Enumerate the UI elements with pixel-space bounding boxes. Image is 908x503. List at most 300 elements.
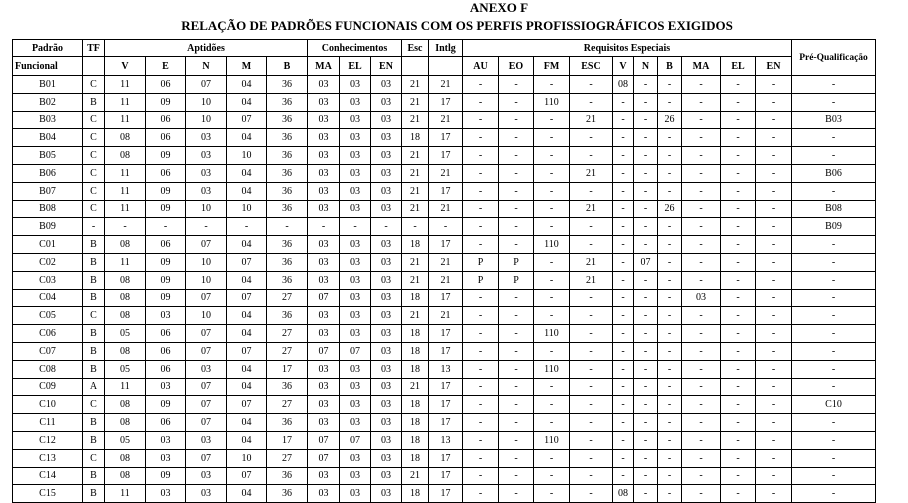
table-cell: - (721, 271, 756, 289)
table-cell: 03 (308, 325, 340, 343)
table-cell: - (146, 218, 186, 236)
table-cell: 03 (371, 325, 402, 343)
table-cell: 04 (227, 164, 267, 182)
table-cell: 03 (371, 111, 402, 129)
padrao-cell: C07 (13, 342, 83, 360)
table-cell: 08 (105, 342, 146, 360)
table-cell: 03 (371, 485, 402, 503)
table-cell: 07 (186, 449, 227, 467)
req-sub-en: EN (756, 57, 792, 76)
padrao-cell: C05 (13, 307, 83, 325)
table-cell: - (682, 111, 721, 129)
table-row (13, 307, 876, 325)
req-sub-eo: EO (499, 57, 534, 76)
table-cell: - (658, 289, 682, 307)
table-cell: 07 (308, 289, 340, 307)
table-cell: 03 (308, 129, 340, 147)
table-cell: 03 (682, 289, 721, 307)
table-cell: - (682, 93, 721, 111)
table-cell: - (463, 449, 499, 467)
table-cell: 10 (186, 200, 227, 218)
table-cell: B03 (792, 111, 876, 129)
table-cell: - (756, 93, 792, 111)
table-cell: 03 (146, 378, 186, 396)
table-cell: 06 (146, 76, 186, 94)
table-cell: 27 (267, 325, 308, 343)
table-cell: - (792, 467, 876, 485)
table-cell: - (634, 307, 658, 325)
table-cell: - (499, 449, 534, 467)
table-cell: - (267, 218, 308, 236)
table-cell: 27 (267, 449, 308, 467)
table-cell: - (499, 485, 534, 503)
table-cell: 06 (146, 236, 186, 254)
table-cell: C (83, 307, 105, 325)
table-cell: - (634, 485, 658, 503)
table-cell: 03 (340, 289, 371, 307)
table-cell: - (429, 218, 463, 236)
table-cell: 36 (267, 164, 308, 182)
table-cell: 09 (146, 396, 186, 414)
table-cell: 21 (402, 378, 429, 396)
table-cell: 17 (429, 325, 463, 343)
table-cell: 110 (534, 360, 570, 378)
table-cell: - (634, 129, 658, 147)
padrao-cell: C15 (13, 485, 83, 503)
table-cell: 03 (308, 111, 340, 129)
table-cell: - (792, 414, 876, 432)
table-cell: - (682, 325, 721, 343)
table-cell: B (83, 467, 105, 485)
table-cell: B09 (792, 218, 876, 236)
table-cell: 03 (340, 200, 371, 218)
table-cell: 03 (371, 164, 402, 182)
table-row (13, 325, 876, 343)
table-cell: - (402, 218, 429, 236)
table-cell: - (463, 164, 499, 182)
table-cell: - (721, 93, 756, 111)
table-cell: 17 (429, 414, 463, 432)
table-cell: 21 (402, 76, 429, 94)
table-cell: - (721, 218, 756, 236)
apt-sub-m: M (227, 57, 267, 76)
col-header-conhecimentos: Conhecimentos (308, 40, 402, 57)
table-cell: 03 (340, 253, 371, 271)
table-cell: 36 (267, 147, 308, 165)
req-sub-au: AU (463, 57, 499, 76)
table-cell: 21 (429, 271, 463, 289)
table-cell: - (613, 396, 634, 414)
table-cell: - (792, 307, 876, 325)
table-cell: 11 (105, 164, 146, 182)
table-cell: 17 (429, 182, 463, 200)
table-cell: 03 (308, 360, 340, 378)
table-cell: 21 (402, 93, 429, 111)
table-cell: - (658, 93, 682, 111)
table-cell: - (534, 485, 570, 503)
table-row (13, 129, 876, 147)
table-cell: - (570, 289, 613, 307)
table-cell: 11 (105, 93, 146, 111)
table-cell: - (634, 396, 658, 414)
table-cell: 03 (371, 76, 402, 94)
table-cell: 03 (371, 378, 402, 396)
table-cell: 18 (402, 449, 429, 467)
table-cell: - (792, 147, 876, 165)
table-cell: - (634, 218, 658, 236)
table-cell: - (534, 467, 570, 485)
table-cell: - (792, 289, 876, 307)
table-cell: - (499, 289, 534, 307)
document-title: RELAÇÃO DE PADRÕES FUNCIONAIS COM OS PERFIS PROFISSIOGRÁFICOS EXIGIDOS (181, 18, 733, 33)
table-cell: 07 (227, 342, 267, 360)
table-cell: 04 (227, 414, 267, 432)
table-cell: 21 (429, 200, 463, 218)
table-cell: 03 (371, 307, 402, 325)
table-cell: - (792, 236, 876, 254)
table-cell: 07 (186, 236, 227, 254)
table-cell: - (570, 378, 613, 396)
table-cell: - (570, 467, 613, 485)
table-cell: B (83, 236, 105, 254)
table-cell: C (83, 164, 105, 182)
table-cell: 21 (570, 271, 613, 289)
table-cell: C (83, 129, 105, 147)
padrao-cell: C02 (13, 253, 83, 271)
table-cell: - (658, 76, 682, 94)
table-cell: C (83, 200, 105, 218)
table-row (13, 182, 876, 200)
table-cell: 03 (371, 289, 402, 307)
table-cell: - (756, 307, 792, 325)
table-cell: C (83, 449, 105, 467)
table-cell: - (634, 342, 658, 360)
req-sub-el: EL (721, 57, 756, 76)
table-cell: - (792, 325, 876, 343)
table-cell: - (613, 342, 634, 360)
table-cell: 06 (146, 414, 186, 432)
table-cell: - (83, 218, 105, 236)
table-cell: 13 (429, 431, 463, 449)
table-cell: - (463, 307, 499, 325)
table-cell: 03 (371, 449, 402, 467)
table-cell: - (308, 218, 340, 236)
table-cell: - (534, 378, 570, 396)
table-cell: 21 (402, 164, 429, 182)
table-cell: - (634, 414, 658, 432)
table-cell: - (792, 129, 876, 147)
table-cell: 03 (371, 182, 402, 200)
table-cell: 03 (186, 129, 227, 147)
table-cell: 10 (227, 200, 267, 218)
table-cell: 09 (146, 147, 186, 165)
table-cell: - (756, 485, 792, 503)
table-cell: - (721, 467, 756, 485)
table-cell: - (756, 200, 792, 218)
table-cell: - (499, 147, 534, 165)
table-cell: - (463, 396, 499, 414)
table-cell: B (83, 485, 105, 503)
table-cell: - (340, 218, 371, 236)
table-cell: - (658, 485, 682, 503)
table-cell: - (463, 111, 499, 129)
table-cell: 03 (308, 164, 340, 182)
table-cell: 17 (429, 378, 463, 396)
table-cell: - (658, 147, 682, 165)
table-cell: 03 (340, 485, 371, 503)
table-cell: - (721, 253, 756, 271)
table-cell: - (463, 76, 499, 94)
table-cell: - (634, 431, 658, 449)
table-row (13, 467, 876, 485)
table-cell: 07 (186, 325, 227, 343)
table-cell: - (721, 360, 756, 378)
table-cell: 110 (534, 236, 570, 254)
table-cell: - (570, 396, 613, 414)
table-cell: 09 (146, 289, 186, 307)
table-cell: 36 (267, 307, 308, 325)
table-cell: 09 (146, 182, 186, 200)
table-cell: - (682, 360, 721, 378)
table-cell: 03 (308, 253, 340, 271)
table-cell: - (463, 342, 499, 360)
table-cell: - (792, 360, 876, 378)
table-cell: - (499, 431, 534, 449)
table-cell: - (721, 396, 756, 414)
table-cell: 03 (340, 325, 371, 343)
table-cell: 110 (534, 93, 570, 111)
table-cell: - (682, 218, 721, 236)
table-cell: 21 (570, 253, 613, 271)
table-cell: 09 (146, 271, 186, 289)
table-cell: - (499, 236, 534, 254)
table-cell: 17 (429, 396, 463, 414)
table-cell: - (721, 111, 756, 129)
table-cell: - (463, 147, 499, 165)
table-cell: - (613, 111, 634, 129)
table-cell: 21 (429, 164, 463, 182)
table-cell: 36 (267, 76, 308, 94)
table-cell: - (499, 325, 534, 343)
table-cell: 03 (186, 467, 227, 485)
table-cell: 07 (227, 467, 267, 485)
table-cell: 18 (402, 396, 429, 414)
table-cell: P (463, 253, 499, 271)
table-cell: 07 (340, 342, 371, 360)
table-cell: A (83, 378, 105, 396)
table-cell: - (792, 431, 876, 449)
table-cell: 36 (267, 236, 308, 254)
table-cell: - (756, 164, 792, 182)
table-cell: 08 (105, 147, 146, 165)
table-cell: - (658, 449, 682, 467)
table-cell: - (186, 218, 227, 236)
table-cell: 36 (267, 378, 308, 396)
table-cell: - (534, 111, 570, 129)
table-cell: - (756, 431, 792, 449)
table-cell: - (721, 431, 756, 449)
table-cell: - (613, 253, 634, 271)
table-cell: - (721, 485, 756, 503)
table-cell: 04 (227, 378, 267, 396)
table-cell: - (634, 360, 658, 378)
table-cell: B (83, 414, 105, 432)
table-cell: 03 (371, 200, 402, 218)
table-cell: 03 (371, 271, 402, 289)
table-cell: - (658, 325, 682, 343)
table-cell: B (83, 360, 105, 378)
table-cell: 03 (340, 360, 371, 378)
table-cell: - (499, 182, 534, 200)
table-cell: 04 (227, 307, 267, 325)
table-cell: 03 (340, 271, 371, 289)
table-cell: 09 (146, 467, 186, 485)
table-cell: 10 (227, 147, 267, 165)
table-cell: - (658, 414, 682, 432)
table-cell: - (499, 129, 534, 147)
table-cell: 18 (402, 360, 429, 378)
table-cell: - (682, 236, 721, 254)
table-cell: 110 (534, 325, 570, 343)
table-cell: 07 (186, 76, 227, 94)
table-cell: - (534, 396, 570, 414)
table-cell: 21 (429, 111, 463, 129)
table-cell: - (682, 485, 721, 503)
table-cell: - (634, 325, 658, 343)
table-cell: - (613, 414, 634, 432)
table-cell: 21 (402, 307, 429, 325)
table-cell: - (634, 182, 658, 200)
table-cell: - (613, 200, 634, 218)
padrao-cell: B06 (13, 164, 83, 182)
table-cell: 17 (429, 147, 463, 165)
table-cell: 06 (146, 360, 186, 378)
table-cell: - (756, 111, 792, 129)
table-cell: - (463, 93, 499, 111)
req-sub-b: B (658, 57, 682, 76)
table-cell: 17 (267, 431, 308, 449)
table-cell: - (756, 325, 792, 343)
table-cell: - (634, 76, 658, 94)
table-cell: - (721, 76, 756, 94)
padrao-cell: C13 (13, 449, 83, 467)
table-cell: 10 (227, 449, 267, 467)
table-cell: 03 (146, 485, 186, 503)
table-cell: 36 (267, 253, 308, 271)
table-cell: - (463, 289, 499, 307)
table-cell: - (613, 147, 634, 165)
table-cell: - (499, 378, 534, 396)
table-cell: - (682, 342, 721, 360)
table-cell: - (634, 93, 658, 111)
table-cell: 06 (146, 325, 186, 343)
table-cell: 21 (429, 253, 463, 271)
table-cell: 03 (308, 396, 340, 414)
table-cell: - (658, 360, 682, 378)
table-cell: 18 (402, 236, 429, 254)
table-cell: - (570, 325, 613, 343)
table-cell: 05 (105, 325, 146, 343)
table-cell: 08 (105, 414, 146, 432)
table-cell: - (463, 485, 499, 503)
table-cell: P (463, 271, 499, 289)
col-header-padrao: Padrão (13, 40, 83, 57)
table-cell: - (682, 378, 721, 396)
table-cell: - (658, 253, 682, 271)
req-sub-v: V (613, 57, 634, 76)
table-cell: 21 (402, 182, 429, 200)
table-cell: - (534, 449, 570, 467)
table-cell: - (534, 253, 570, 271)
table-cell: 36 (267, 414, 308, 432)
table-cell: - (463, 129, 499, 147)
table-cell: - (613, 93, 634, 111)
table-cell: - (634, 271, 658, 289)
table-cell: 36 (267, 129, 308, 147)
table-cell: - (534, 147, 570, 165)
table-cell: 03 (186, 164, 227, 182)
table-cell: - (682, 147, 721, 165)
table-cell: P (499, 253, 534, 271)
table-cell: 04 (227, 182, 267, 200)
table-cell: 13 (429, 360, 463, 378)
table-cell: B (83, 289, 105, 307)
table-cell: 21 (402, 271, 429, 289)
table-cell: 11 (105, 378, 146, 396)
table-cell: - (721, 182, 756, 200)
table-cell: 08 (105, 396, 146, 414)
table-cell: - (682, 467, 721, 485)
table-cell: - (534, 218, 570, 236)
table-cell: 03 (186, 431, 227, 449)
table-cell: 03 (340, 182, 371, 200)
table-cell: - (463, 218, 499, 236)
table-cell: 36 (267, 467, 308, 485)
table-cell: 03 (146, 307, 186, 325)
table-cell: 08 (105, 467, 146, 485)
padrao-cell: C08 (13, 360, 83, 378)
table-cell: 17 (429, 289, 463, 307)
table-cell: - (534, 271, 570, 289)
table-cell: 11 (105, 200, 146, 218)
padrao-cell: B08 (13, 200, 83, 218)
table-cell: 03 (308, 378, 340, 396)
table-cell: 03 (340, 449, 371, 467)
table-cell: - (721, 342, 756, 360)
table-cell: - (682, 76, 721, 94)
table-cell: 03 (340, 414, 371, 432)
table-cell: - (534, 414, 570, 432)
table-cell: 21 (402, 467, 429, 485)
padrao-cell: C10 (13, 396, 83, 414)
table-cell: 36 (267, 182, 308, 200)
table-cell: B (83, 271, 105, 289)
table-cell: - (570, 236, 613, 254)
table-cell: - (570, 93, 613, 111)
table-cell: 03 (371, 360, 402, 378)
table-cell: - (658, 431, 682, 449)
table-cell: - (721, 200, 756, 218)
table-cell: - (658, 271, 682, 289)
table-cell: - (658, 307, 682, 325)
table-row (13, 271, 876, 289)
table-cell: - (682, 253, 721, 271)
table-cell: 03 (340, 307, 371, 325)
table-cell: B08 (792, 200, 876, 218)
table-cell: - (570, 449, 613, 467)
table-cell: - (756, 147, 792, 165)
padrao-cell: C06 (13, 325, 83, 343)
